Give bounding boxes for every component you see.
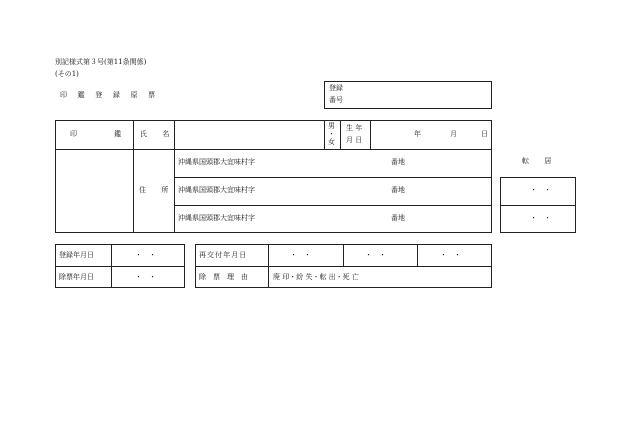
address-suffix-2: 番地 (391, 186, 405, 194)
main-table-divider (55, 149, 492, 150)
address-suffix-3: 番地 (391, 214, 405, 222)
move-date-1: ・ ・ (530, 186, 551, 194)
registration-date-value: ・ ・ (135, 251, 156, 259)
sex-cell-divider (340, 120, 341, 149)
move-box-divider (500, 205, 576, 206)
form-number: 別記様式第３号(第11条関係) (55, 58, 147, 66)
dates-box-divider (55, 266, 185, 267)
sex-female: 女 (328, 138, 335, 146)
label-column-divider (174, 120, 175, 233)
reissue-date-3: ・ ・ (440, 251, 461, 259)
reissue-date-2: ・ ・ (365, 251, 386, 259)
reissue-label: 再交付年月日 (199, 251, 248, 259)
name-label: 氏 名 (140, 130, 174, 138)
month-label: 月 (450, 130, 457, 138)
address-prefix-2: 沖縄県国頭郡大宜味村字 (178, 186, 255, 194)
deletion-date-label: 除票年月日 (59, 273, 94, 281)
reissue-label-column (268, 244, 269, 288)
reissue-column-1 (343, 244, 344, 266)
form-subnumber: (その1) (55, 70, 79, 78)
move-title: 転 居 (522, 157, 556, 165)
sex-dot: ・ (328, 130, 335, 138)
address-prefix-1: 沖縄県国頭郡大宜味村字 (178, 158, 255, 166)
birth-cell-divider (370, 120, 371, 149)
registration-number-box (324, 81, 492, 109)
reissue-box-divider (195, 266, 492, 267)
dates-box-column (111, 244, 112, 288)
deletion-reason-label: 除 票 理 由 (199, 273, 248, 281)
deletion-reason-options: 廃 印・紛 失・転 出・死 亡 (273, 273, 359, 281)
registration-label-1: 登録 (329, 84, 343, 92)
birth-label-2: 月 日 (346, 136, 363, 144)
registration-label-2: 番号 (329, 96, 343, 104)
seal-label: 印 鑑 (70, 130, 129, 138)
address-prefix-3: 沖縄県国頭郡大宜味村字 (178, 214, 255, 222)
reissue-date-1: ・ ・ (290, 251, 311, 259)
deletion-date-value: ・ ・ (135, 273, 156, 281)
move-date-2: ・ ・ (530, 214, 551, 222)
sex-male: 男 (328, 122, 335, 130)
form-title: 印 鑑 登 録 原 票 (60, 91, 160, 99)
address-suffix-1: 番地 (391, 158, 405, 166)
year-label: 年 (414, 130, 421, 138)
address-label: 住 所 (139, 186, 173, 194)
seal-column-divider (133, 120, 134, 233)
day-label: 日 (481, 130, 488, 138)
name-cell-divider (324, 120, 325, 149)
address-divider-1 (174, 177, 492, 178)
address-divider-2 (174, 205, 492, 206)
birth-label-1: 生 年 (346, 124, 363, 132)
reissue-column-2 (417, 244, 418, 266)
registration-date-label: 登録年月日 (59, 251, 94, 259)
